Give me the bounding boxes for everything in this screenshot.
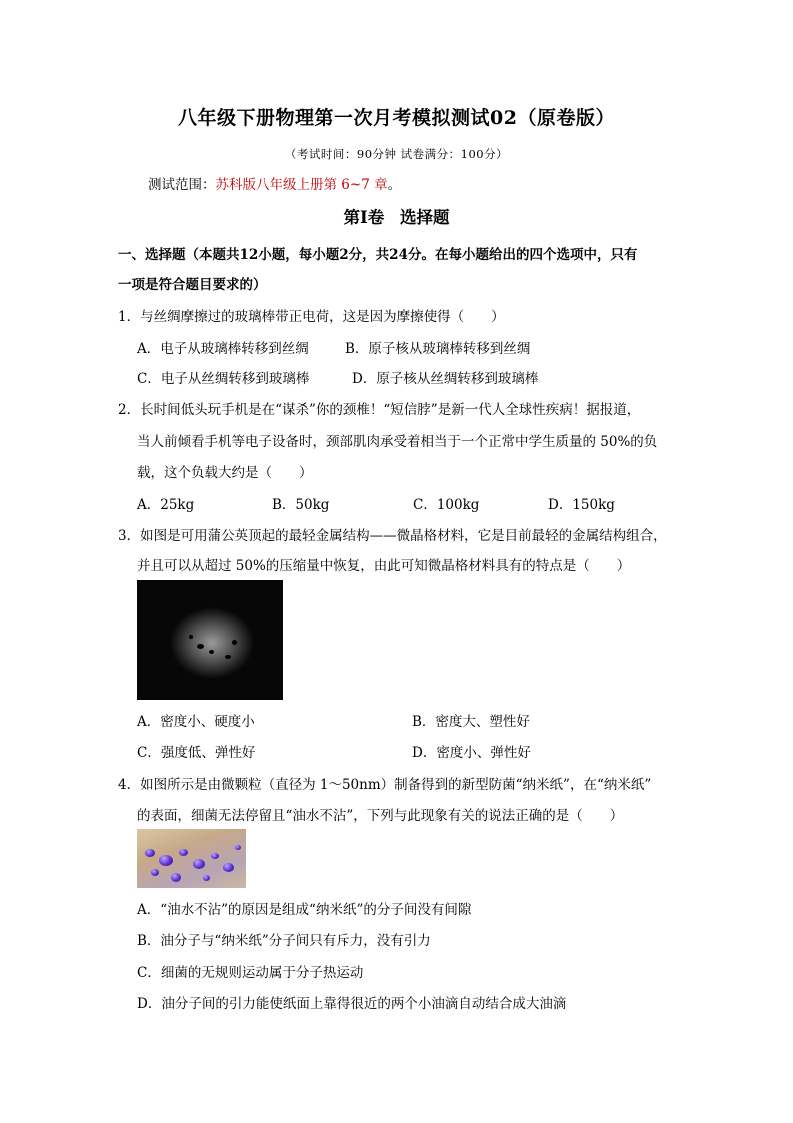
test-scope-end: 。 <box>387 177 402 193</box>
question-3-stem-line-1: 3．如图是可用蒲公英顶起的最轻金属结构——微晶格材料，它是目前最轻的金属结构组合， <box>118 528 667 544</box>
question-2-stem-line-2: 当人前倾看手机等电子设备时，颈部肌肉承受着相当于一个正常中学生质量的 50%的负 <box>137 434 658 450</box>
nano-paper-photo <box>137 829 246 888</box>
question-1-option-b: B．原子核从玻璃棒转移到丝绸 <box>345 341 531 357</box>
question-3-option-a: A．密度小、硬度小 <box>137 714 255 730</box>
question-2-option-c: C．100kg <box>413 497 480 513</box>
question-4-stem-line-1: 4．如图所示是由微颗粒（直径为 1～50nm）制备得到的新型防菌“纳米纸”，在“纳米纸” <box>118 777 652 793</box>
question-2-option-d: D．150kg <box>548 497 615 513</box>
question-2-stem-line-1: 2．长时间低头玩手机是在“谋杀”你的颈椎！“短信脖”是新一代人全球性疾病！据报道， <box>118 402 641 418</box>
test-scope-value: 苏科版八年级上册第 6~7 章 <box>215 177 388 193</box>
question-1-option-d: D．原子核从丝绸转移到玻璃棒 <box>352 371 539 387</box>
question-1-stem: 1．与丝绸摩擦过的玻璃棒带正电荷，这是因为摩擦使得（ ） <box>118 309 505 325</box>
question-3-option-c: C．强度低、弹性好 <box>137 745 256 761</box>
question-4-stem-line-2: 的表面，细菌无法停留且“油水不沾”，下列与此现象有关的说法正确的是（ ） <box>137 808 624 824</box>
exam-subtitle: （考试时间：90分钟 试卷满分：100分） <box>284 147 509 161</box>
question-1-option-a: A．电子从玻璃棒转移到丝绸 <box>137 341 309 357</box>
section-title: 第Ⅰ卷 选择题 <box>343 208 450 227</box>
instructions-line-2: 一项是符合题目要求的） <box>118 277 267 293</box>
question-1-option-c: C．电子从丝绸转移到玻璃棒 <box>137 371 310 387</box>
test-scope-label: 测试范围： <box>148 177 216 193</box>
question-3-stem-line-2: 并且可以从超过 50%的压缩量中恢复，由此可知微晶格材料具有的特点是（ ） <box>137 558 631 574</box>
question-4-option-b: B．油分子与“纳米纸”分子间只有斥力，没有引力 <box>137 933 431 949</box>
question-2-stem-line-3: 载，这个负载大约是（ ） <box>137 465 313 481</box>
exam-title: 八年级下册物理第一次月考模拟测试02（原卷版） <box>178 107 615 129</box>
question-4-option-a: A．“油水不沾”的原因是组成“纳米纸”的分子间没有间隙 <box>137 902 472 918</box>
question-3-option-b: B．密度大、塑性好 <box>412 714 530 730</box>
question-3-option-d: D．密度小、弹性好 <box>412 745 531 761</box>
question-4-option-c: C．细菌的无规则运动属于分子热运动 <box>137 965 364 981</box>
question-2-option-a: A．25kg <box>137 497 195 513</box>
test-scope <box>148 173 401 193</box>
question-4-option-d: D．油分子间的引力能使纸面上靠得很近的两个小油滴自动结合成大油滴 <box>137 996 567 1012</box>
instructions-line-1: 一、选择题（本题共12小题，每小题2分，共24分。在每小题给出的四个选项中，只有 <box>118 247 638 263</box>
microlattice-photo <box>137 580 283 700</box>
question-2-option-b: B．50kg <box>272 497 330 513</box>
